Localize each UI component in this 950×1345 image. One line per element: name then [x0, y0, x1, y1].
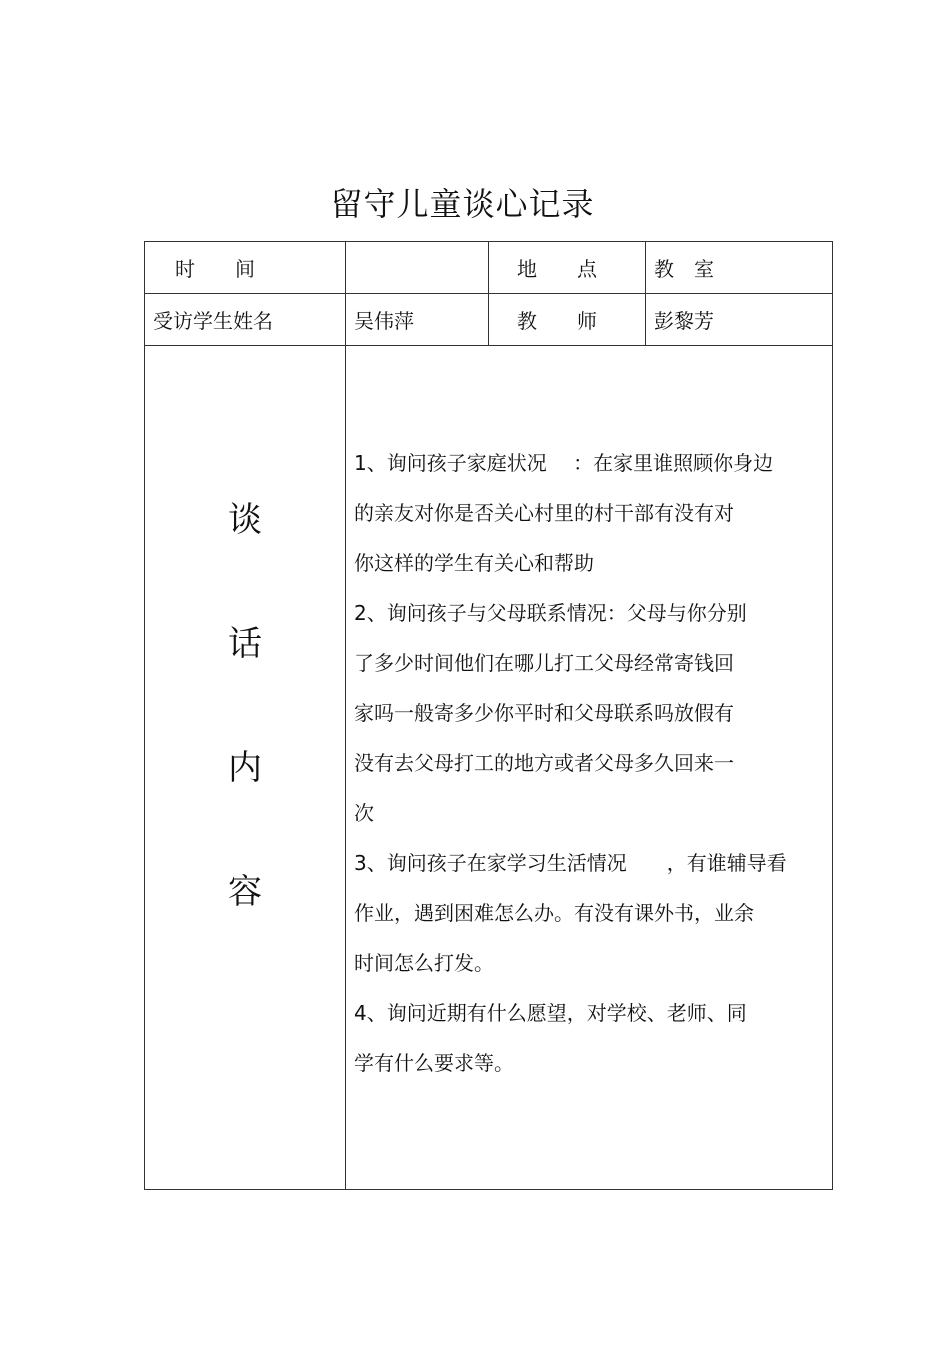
content-line: 2、询问孩子与父母联系情况：父母与你分别: [354, 601, 747, 625]
content-line: 的亲友对你是否关心村里的村干部有没有对: [354, 501, 734, 525]
content-line: 时间怎么打发。: [354, 951, 494, 975]
content-line: 1、询问孩子家庭状况 ：在家里谁照顾你身边: [354, 451, 774, 475]
teacher-value: 彭黎芳: [646, 294, 833, 346]
content-line: 学有什么要求等。: [354, 1051, 514, 1075]
place-value: 教 室: [646, 242, 833, 294]
content-line: 没有去父母打工的地方或者父母多久回来一: [354, 751, 734, 775]
content-line: 作业，遇到困难怎么办。有没有课外书，业余: [354, 901, 754, 925]
time-label: 时 间: [145, 242, 346, 294]
table-row-time-place: [145, 242, 833, 294]
content-side-label: [145, 346, 346, 1190]
side-label-char: 话: [228, 624, 262, 664]
content-line: 了多少时间他们在哪儿打工父母经常寄钱回: [354, 651, 734, 675]
student-value: 吴伟萍: [346, 294, 489, 346]
side-label-char: 容: [228, 872, 262, 912]
content-cell: [346, 346, 833, 1190]
teacher-label: 教 师: [489, 294, 646, 346]
side-label-char: 内: [228, 748, 262, 788]
document-title: 留守儿童谈心记录: [330, 185, 595, 223]
side-label-chars: [145, 498, 345, 914]
content-line: 你这样的学生有关心和帮助: [354, 551, 594, 575]
content-lines: [354, 438, 822, 1088]
content-line: 次: [354, 801, 374, 825]
table-row-content: [145, 346, 833, 1190]
content-line: 4、询问近期有什么愿望，对学校、老师、同: [354, 1001, 747, 1025]
table-row-student-teacher: [145, 294, 833, 346]
record-table: [144, 241, 833, 1190]
content-line: 3、询问孩子在家学习生活情况 ，有谁辅导看: [354, 851, 787, 875]
content-line: 家吗一般寄多少你平时和父母联系吗放假有: [354, 701, 734, 725]
side-label-char: 谈: [228, 500, 262, 540]
place-label: 地 点: [489, 242, 646, 294]
student-label: 受访学生姓名: [145, 294, 346, 346]
time-value: [346, 242, 489, 294]
